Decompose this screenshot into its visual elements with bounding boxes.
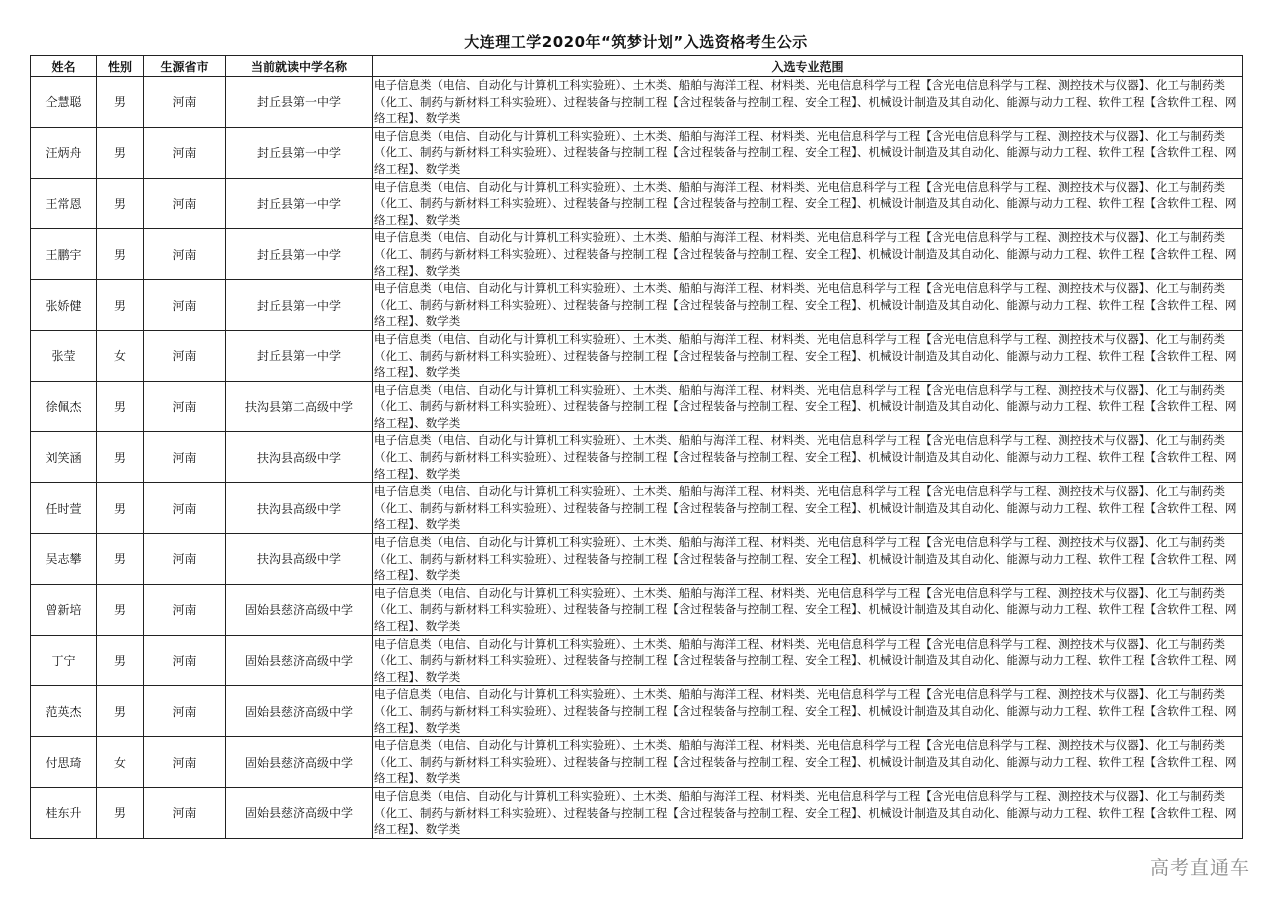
- header-majors: 入选专业范围: [373, 56, 1243, 77]
- cell-majors: 电子信息类（电信、自动化与计算机工科实验班）、土木类、船舶与海洋工程、材料类、光电信息科学与工程【含光电信息科学与工程、测控技术与仪器】、化工与制药类（化工、制药与新材料工科实验班）、过程装备与控制工程【含过程装备与控制工程、安全工程】、机械设计制造及其自动化、能源与动力工程、软件工程【含软件工程、网络工程】、数学类: [373, 280, 1243, 331]
- cell-school: 固始县慈济高级中学: [226, 635, 373, 686]
- cell-province: 河南: [144, 686, 226, 737]
- cell-gender: 男: [97, 381, 144, 432]
- cell-gender: 男: [97, 229, 144, 280]
- table-row: [31, 737, 1243, 788]
- cell-name: 范英杰: [31, 686, 97, 737]
- cell-province: 河南: [144, 127, 226, 178]
- table-row: [31, 127, 1243, 178]
- header-gender: 性别: [97, 56, 144, 77]
- cell-school: 扶沟县高级中学: [226, 432, 373, 483]
- header-school: 当前就读中学名称: [226, 56, 373, 77]
- cell-school: 封丘县第一中学: [226, 229, 373, 280]
- cell-majors: 电子信息类（电信、自动化与计算机工科实验班）、土木类、船舶与海洋工程、材料类、光电信息科学与工程【含光电信息科学与工程、测控技术与仪器】、化工与制药类（化工、制药与新材料工科实验班）、过程装备与控制工程【含过程装备与控制工程、安全工程】、机械设计制造及其自动化、能源与动力工程、软件工程【含软件工程、网络工程】、数学类: [373, 381, 1243, 432]
- cell-province: 河南: [144, 178, 226, 229]
- header-province: 生源省市: [144, 56, 226, 77]
- cell-name: 付思琦: [31, 737, 97, 788]
- cell-majors: 电子信息类（电信、自动化与计算机工科实验班）、土木类、船舶与海洋工程、材料类、光电信息科学与工程【含光电信息科学与工程、测控技术与仪器】、化工与制药类（化工、制药与新材料工科实验班）、过程装备与控制工程【含过程装备与控制工程、安全工程】、机械设计制造及其自动化、能源与动力工程、软件工程【含软件工程、网络工程】、数学类: [373, 686, 1243, 737]
- header-name: 姓名: [31, 56, 97, 77]
- cell-school: 扶沟县高级中学: [226, 534, 373, 585]
- cell-school: 封丘县第一中学: [226, 178, 373, 229]
- cell-name: 仝慧聪: [31, 77, 97, 128]
- cell-name: 曾新培: [31, 584, 97, 635]
- cell-gender: 男: [97, 483, 144, 534]
- cell-province: 河南: [144, 483, 226, 534]
- table-row: [31, 330, 1243, 381]
- cell-majors: 电子信息类（电信、自动化与计算机工科实验班）、土木类、船舶与海洋工程、材料类、光电信息科学与工程【含光电信息科学与工程、测控技术与仪器】、化工与制药类（化工、制药与新材料工科实验班）、过程装备与控制工程【含过程装备与控制工程、安全工程】、机械设计制造及其自动化、能源与动力工程、软件工程【含软件工程、网络工程】、数学类: [373, 77, 1243, 128]
- table-body: [31, 77, 1243, 839]
- cell-gender: 女: [97, 737, 144, 788]
- cell-name: 刘笑涵: [31, 432, 97, 483]
- cell-province: 河南: [144, 787, 226, 838]
- cell-gender: 男: [97, 127, 144, 178]
- cell-province: 河南: [144, 77, 226, 128]
- cell-majors: 电子信息类（电信、自动化与计算机工科实验班）、土木类、船舶与海洋工程、材料类、光电信息科学与工程【含光电信息科学与工程、测控技术与仪器】、化工与制药类（化工、制药与新材料工科实验班）、过程装备与控制工程【含过程装备与控制工程、安全工程】、机械设计制造及其自动化、能源与动力工程、软件工程【含软件工程、网络工程】、数学类: [373, 584, 1243, 635]
- candidate-table: [30, 55, 1243, 839]
- table-row: [31, 635, 1243, 686]
- cell-gender: 男: [97, 534, 144, 585]
- watermark-text: 高考直通车: [1149, 857, 1250, 879]
- cell-majors: 电子信息类（电信、自动化与计算机工科实验班）、土木类、船舶与海洋工程、材料类、光电信息科学与工程【含光电信息科学与工程、测控技术与仪器】、化工与制药类（化工、制药与新材料工科实验班）、过程装备与控制工程【含过程装备与控制工程、安全工程】、机械设计制造及其自动化、能源与动力工程、软件工程【含软件工程、网络工程】、数学类: [373, 787, 1243, 838]
- cell-majors: 电子信息类（电信、自动化与计算机工科实验班）、土木类、船舶与海洋工程、材料类、光电信息科学与工程【含光电信息科学与工程、测控技术与仪器】、化工与制药类（化工、制药与新材料工科实验班）、过程装备与控制工程【含过程装备与控制工程、安全工程】、机械设计制造及其自动化、能源与动力工程、软件工程【含软件工程、网络工程】、数学类: [373, 483, 1243, 534]
- cell-majors: 电子信息类（电信、自动化与计算机工科实验班）、土木类、船舶与海洋工程、材料类、光电信息科学与工程【含光电信息科学与工程、测控技术与仪器】、化工与制药类（化工、制药与新材料工科实验班）、过程装备与控制工程【含过程装备与控制工程、安全工程】、机械设计制造及其自动化、能源与动力工程、软件工程【含软件工程、网络工程】、数学类: [373, 737, 1243, 788]
- cell-majors: 电子信息类（电信、自动化与计算机工科实验班）、土木类、船舶与海洋工程、材料类、光电信息科学与工程【含光电信息科学与工程、测控技术与仪器】、化工与制药类（化工、制药与新材料工科实验班）、过程装备与控制工程【含过程装备与控制工程、安全工程】、机械设计制造及其自动化、能源与动力工程、软件工程【含软件工程、网络工程】、数学类: [373, 127, 1243, 178]
- table-row: [31, 229, 1243, 280]
- cell-name: 王常恩: [31, 178, 97, 229]
- table-row: [31, 381, 1243, 432]
- table-row: [31, 432, 1243, 483]
- cell-province: 河南: [144, 229, 226, 280]
- cell-gender: 男: [97, 280, 144, 331]
- cell-name: 桂东升: [31, 787, 97, 838]
- cell-province: 河南: [144, 584, 226, 635]
- cell-school: 固始县慈济高级中学: [226, 686, 373, 737]
- table-row: [31, 280, 1243, 331]
- cell-name: 吴志攀: [31, 534, 97, 585]
- cell-name: 徐佩杰: [31, 381, 97, 432]
- cell-gender: 男: [97, 178, 144, 229]
- cell-name: 张娇健: [31, 280, 97, 331]
- table-row: [31, 77, 1243, 128]
- cell-gender: 男: [97, 77, 144, 128]
- cell-province: 河南: [144, 330, 226, 381]
- cell-gender: 男: [97, 635, 144, 686]
- cell-school: 封丘县第一中学: [226, 330, 373, 381]
- cell-province: 河南: [144, 635, 226, 686]
- cell-school: 固始县慈济高级中学: [226, 737, 373, 788]
- cell-majors: 电子信息类（电信、自动化与计算机工科实验班）、土木类、船舶与海洋工程、材料类、光电信息科学与工程【含光电信息科学与工程、测控技术与仪器】、化工与制药类（化工、制药与新材料工科实验班）、过程装备与控制工程【含过程装备与控制工程、安全工程】、机械设计制造及其自动化、能源与动力工程、软件工程【含软件工程、网络工程】、数学类: [373, 330, 1243, 381]
- cell-majors: 电子信息类（电信、自动化与计算机工科实验班）、土木类、船舶与海洋工程、材料类、光电信息科学与工程【含光电信息科学与工程、测控技术与仪器】、化工与制药类（化工、制药与新材料工科实验班）、过程装备与控制工程【含过程装备与控制工程、安全工程】、机械设计制造及其自动化、能源与动力工程、软件工程【含软件工程、网络工程】、数学类: [373, 432, 1243, 483]
- cell-province: 河南: [144, 534, 226, 585]
- cell-province: 河南: [144, 737, 226, 788]
- cell-province: 河南: [144, 280, 226, 331]
- cell-school: 封丘县第一中学: [226, 280, 373, 331]
- cell-province: 河南: [144, 381, 226, 432]
- cell-school: 固始县慈济高级中学: [226, 584, 373, 635]
- cell-name: 丁宁: [31, 635, 97, 686]
- page-title: 大连理工学2020年“筑梦计划”入选资格考生公示: [464, 33, 808, 51]
- cell-gender: 男: [97, 432, 144, 483]
- table-row: [31, 686, 1243, 737]
- cell-name: 张莹: [31, 330, 97, 381]
- cell-name: 任时萱: [31, 483, 97, 534]
- table-header-row: [31, 56, 1243, 77]
- table-row: [31, 787, 1243, 838]
- cell-gender: 女: [97, 330, 144, 381]
- cell-gender: 男: [97, 787, 144, 838]
- cell-school: 封丘县第一中学: [226, 77, 373, 128]
- cell-majors: 电子信息类（电信、自动化与计算机工科实验班）、土木类、船舶与海洋工程、材料类、光电信息科学与工程【含光电信息科学与工程、测控技术与仪器】、化工与制药类（化工、制药与新材料工科实验班）、过程装备与控制工程【含过程装备与控制工程、安全工程】、机械设计制造及其自动化、能源与动力工程、软件工程【含软件工程、网络工程】、数学类: [373, 229, 1243, 280]
- table-row: [31, 534, 1243, 585]
- cell-name: 王鹏宇: [31, 229, 97, 280]
- cell-school: 封丘县第一中学: [226, 127, 373, 178]
- cell-majors: 电子信息类（电信、自动化与计算机工科实验班）、土木类、船舶与海洋工程、材料类、光电信息科学与工程【含光电信息科学与工程、测控技术与仪器】、化工与制药类（化工、制药与新材料工科实验班）、过程装备与控制工程【含过程装备与控制工程、安全工程】、机械设计制造及其自动化、能源与动力工程、软件工程【含软件工程、网络工程】、数学类: [373, 635, 1243, 686]
- table-row: [31, 178, 1243, 229]
- cell-gender: 男: [97, 686, 144, 737]
- table-row: [31, 584, 1243, 635]
- table-row: [31, 483, 1243, 534]
- cell-school: 扶沟县第二高级中学: [226, 381, 373, 432]
- cell-school: 固始县慈济高级中学: [226, 787, 373, 838]
- cell-majors: 电子信息类（电信、自动化与计算机工科实验班）、土木类、船舶与海洋工程、材料类、光电信息科学与工程【含光电信息科学与工程、测控技术与仪器】、化工与制药类（化工、制药与新材料工科实验班）、过程装备与控制工程【含过程装备与控制工程、安全工程】、机械设计制造及其自动化、能源与动力工程、软件工程【含软件工程、网络工程】、数学类: [373, 534, 1243, 585]
- cell-province: 河南: [144, 432, 226, 483]
- cell-name: 汪炳舟: [31, 127, 97, 178]
- cell-school: 扶沟县高级中学: [226, 483, 373, 534]
- cell-majors: 电子信息类（电信、自动化与计算机工科实验班）、土木类、船舶与海洋工程、材料类、光电信息科学与工程【含光电信息科学与工程、测控技术与仪器】、化工与制药类（化工、制药与新材料工科实验班）、过程装备与控制工程【含过程装备与控制工程、安全工程】、机械设计制造及其自动化、能源与动力工程、软件工程【含软件工程、网络工程】、数学类: [373, 178, 1243, 229]
- cell-gender: 男: [97, 584, 144, 635]
